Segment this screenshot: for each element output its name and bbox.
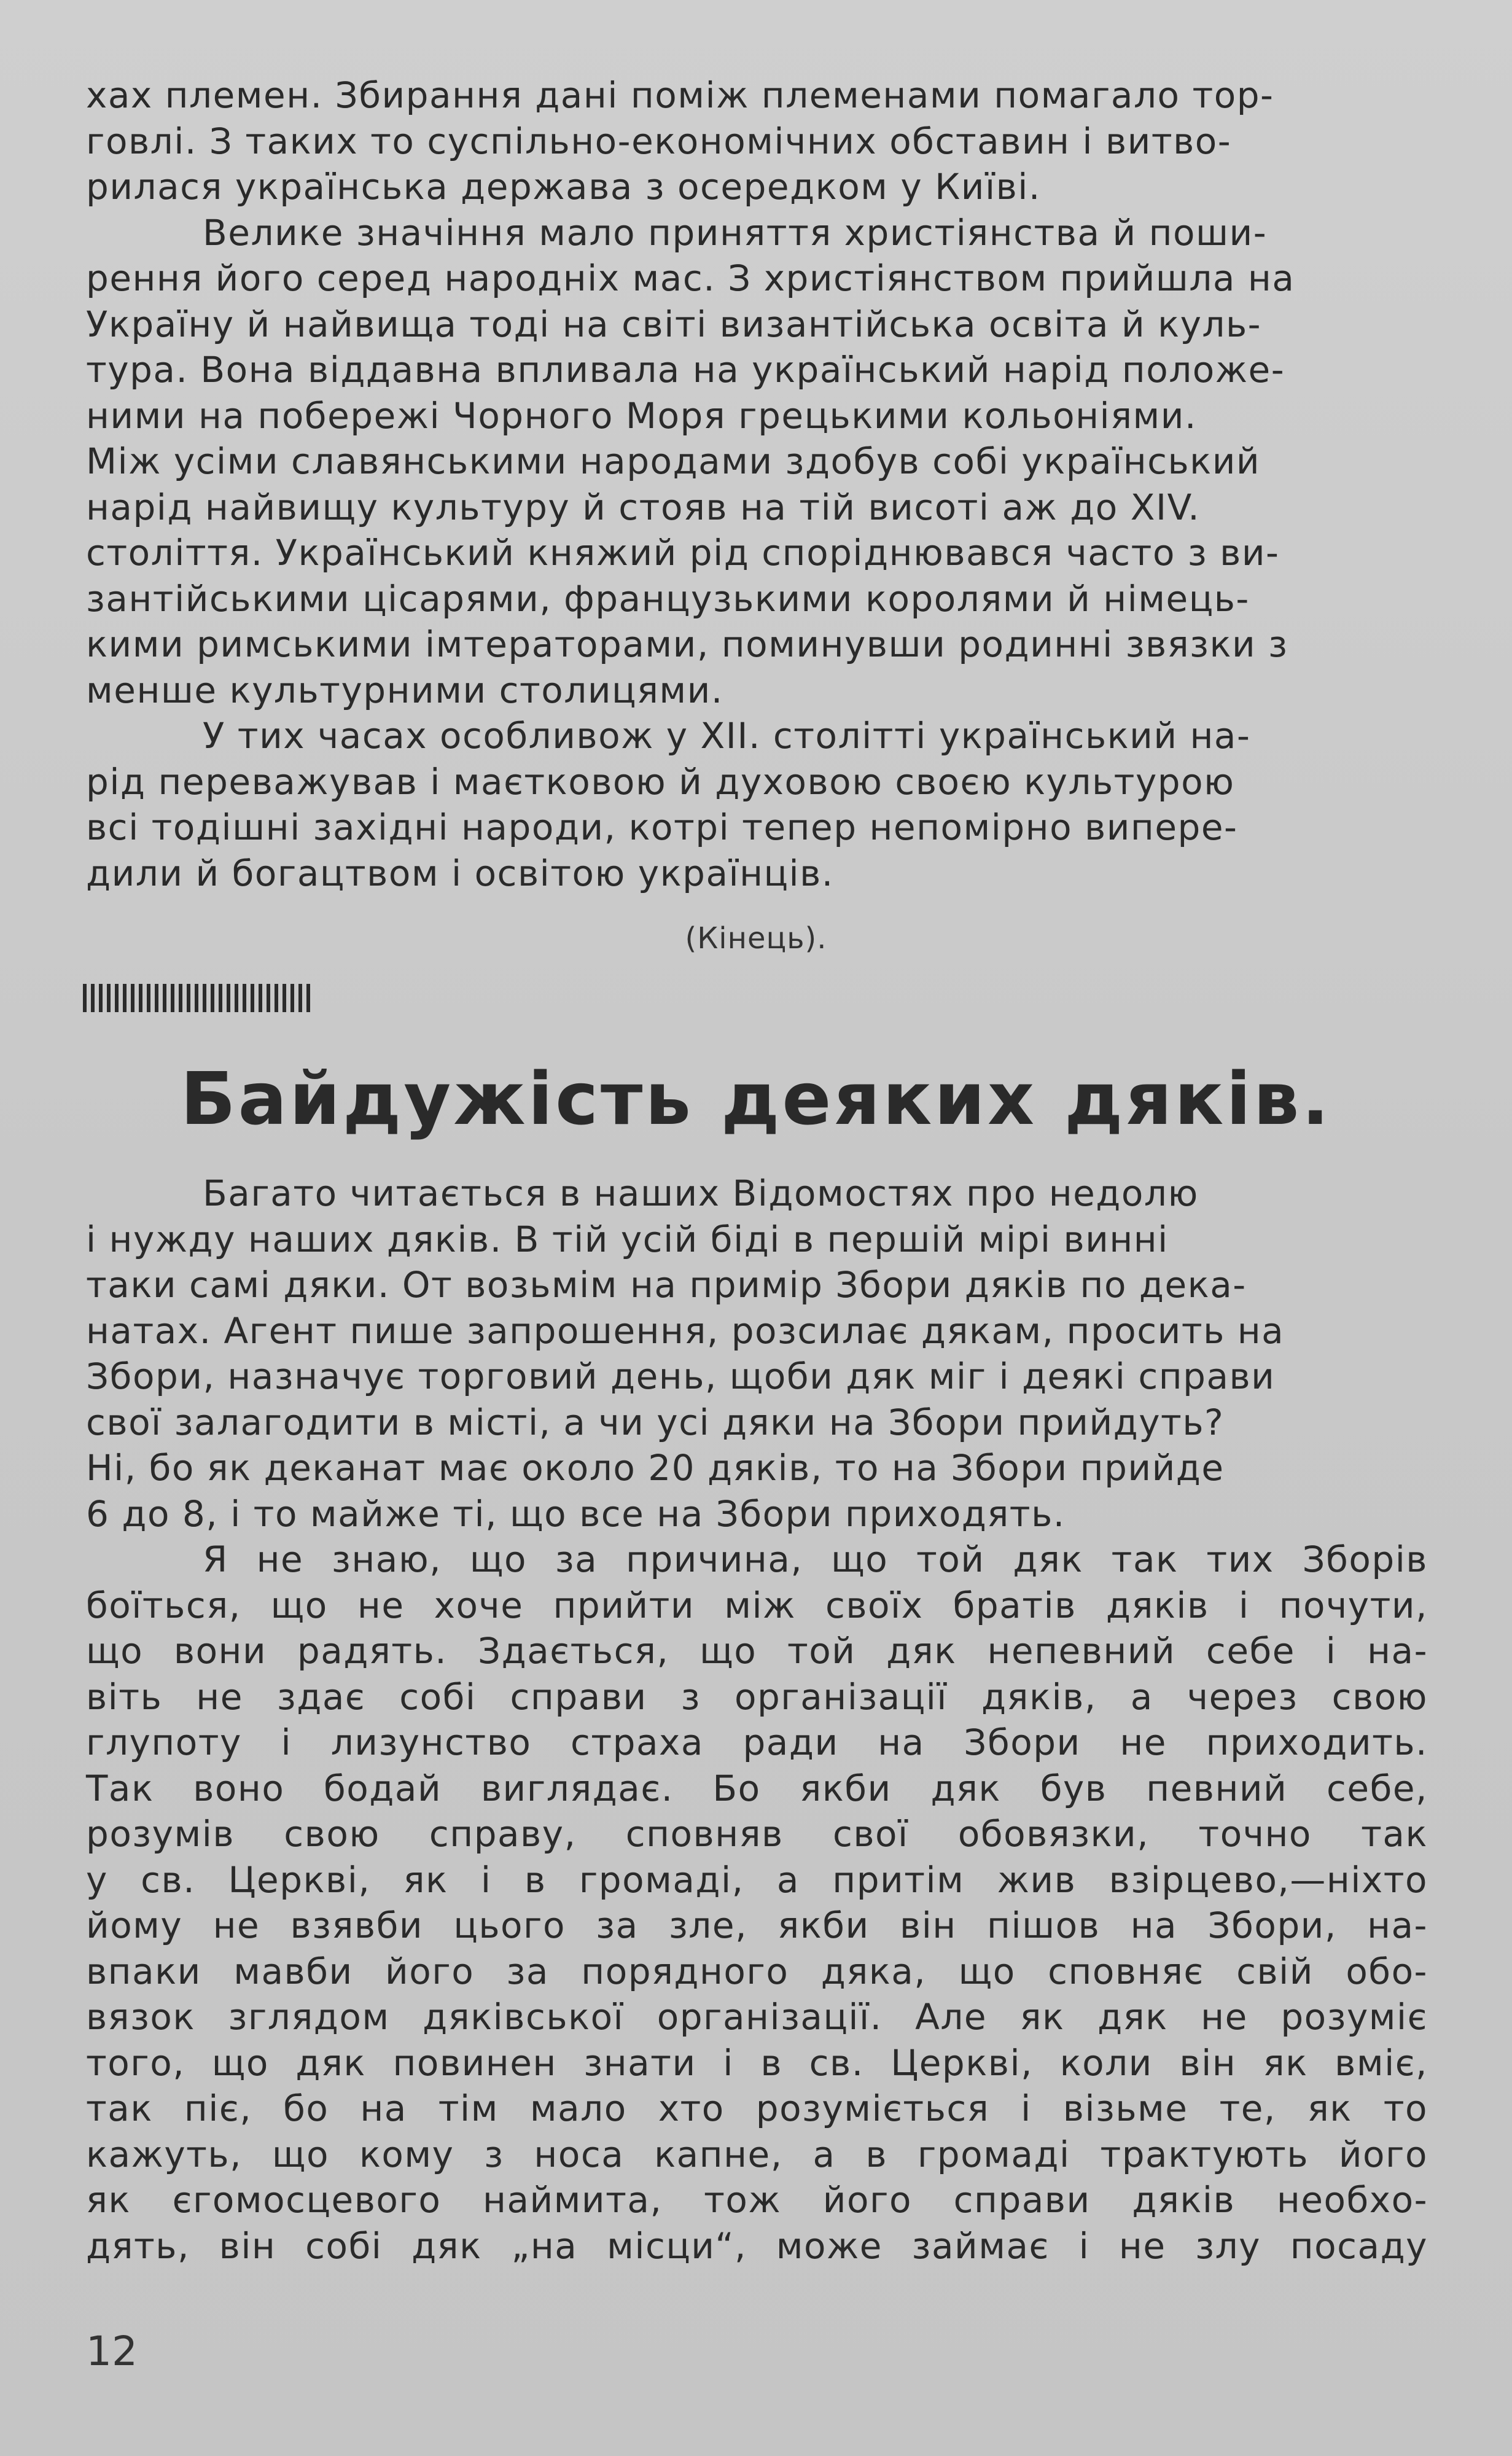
text-line: так піє, бо на тім мало хто розуміється і візьме те, як то [86,2088,1428,2129]
paragraph-3 [86,713,1428,896]
text-line: Між усіми славянськими народами здобув собі український [86,440,1261,482]
text-line: кажуть, що кому з носа капне, а в громаді трактують його [86,2133,1428,2175]
text-line: нарід найвищу культуру й стояв на тій висоті аж до XIV. [86,486,1201,528]
text-line: у св. Церкві, як і в громаді, а притім жив взірцево,—ніхто [86,1858,1428,1901]
text-line: хах племен. Збирання дані поміж племенами помагало тор- [86,74,1274,116]
text-line: свої залагодити в місті, а чи усі дяки на Збори прийдуть? [86,1401,1225,1443]
text-line: Збори, назначує торговий день, щоби дяк міг і деякі справи [86,1355,1276,1397]
text-line: тура. Вона віддавна впливала на український нарід положе- [86,349,1285,391]
text-line: натах. Агент пише запрошення, розсилає дякам, просить на [86,1309,1285,1352]
text-line: Так воно бодай виглядає. Бо якби дяк був певний себе, [86,1767,1428,1809]
text-line: і нужду наших дяків. В тій усій біді в першій мірі винні [86,1218,1169,1260]
section-divider [83,984,310,1012]
paragraph-1 [86,72,1428,210]
text-line: впаки мавби його за порядного дяка, що сповняє свій обо- [86,1950,1428,1992]
text-line: того, що дяк повинен знати і в св. Церкві, коли він як вміє, [86,2041,1428,2084]
text-line: розумів свою справу, сповняв свої обовязки, точно так [86,1813,1428,1855]
text-line: глупоту і лизунство страха ради на Збори не приходить. [86,1721,1428,1763]
text-line: дили й богацтвом і освітою українців. [86,852,834,894]
article-paragraph-1 [86,1171,1428,1537]
end-mark: (Кінець). [685,921,827,956]
text-line: що вони радять. Здається, що той дяк непевний себе і на- [86,1630,1428,1672]
text-line: таки самі дяки. От возьмім на примір Збори дяків по дека- [86,1264,1247,1306]
page-number: 12 [86,2328,138,2375]
text-line: кими римськими імтераторами, поминувши родинні звязки з [86,623,1288,665]
text-line: менше культурними столицями. [86,669,723,711]
text-line: ними на побережі Чорного Моря грецькими кольоніями. [86,394,1197,437]
article-paragraph-2 [86,1537,1428,2269]
text-line: як єгомосцевого наймита, тож його справи дяків необхо- [86,2179,1428,2221]
text-line: У тих часах особливож у XII. столітті український на- [203,715,1251,757]
text-line: рилася українська держава з осередком у Київі. [86,166,1041,208]
text-line: віть не здає собі справи з організації дяків, а через свою [86,1675,1428,1718]
text-line: говлі. З таких то суспільно-економічних обставин і витво- [86,120,1232,162]
text-line: Україну й найвища тоді на світі византійська освіта й куль- [86,303,1262,345]
text-line: Ні, бо як деканат має около 20 дяків, то на Збори прийде [86,1447,1225,1489]
text-line: рення його серед народніх мас. З христіянством прийшла на [86,257,1295,299]
text-line: Велике значіння мало приняття христіянства й поши- [203,211,1268,254]
paragraph-2 [86,210,1428,714]
text-line: боїться, що не хоче прийти між своїх братів дяків і почути, [86,1584,1428,1626]
article-title: Байдужість деяких дяків. [180,1056,1332,1141]
continued-text [86,72,1428,896]
text-line: 6 до 8, і то майже ті, що все на Збори приходять. [86,1492,1066,1535]
text-line: всі тодішні західні народи, котрі тепер непомірно випере- [86,806,1238,848]
text-line: рід переважував і маєтковою й духовою своєю культурою [86,760,1235,803]
text-line: Я не знаю, що за причина, що той дяк так тих Зборів [203,1538,1428,1580]
text-line: зантійськими цісарями, французькими королями й німець- [86,577,1250,620]
text-line: дять, він собі дяк „на місци“, може займає і не злу посаду [86,2224,1428,2267]
text-line: вязок зглядом дяківської організації. Але як дяк не розуміє [86,1996,1428,2038]
text-line: століття. Український княжий рід споріднювався часто з ви- [86,532,1280,574]
text-line: йому не взявби цього за зле, якби він пішов на Збори, на- [86,1904,1428,1946]
article-body [86,1171,1428,2269]
text-line: Багато читається в наших Відомостях про недолю [203,1172,1199,1214]
